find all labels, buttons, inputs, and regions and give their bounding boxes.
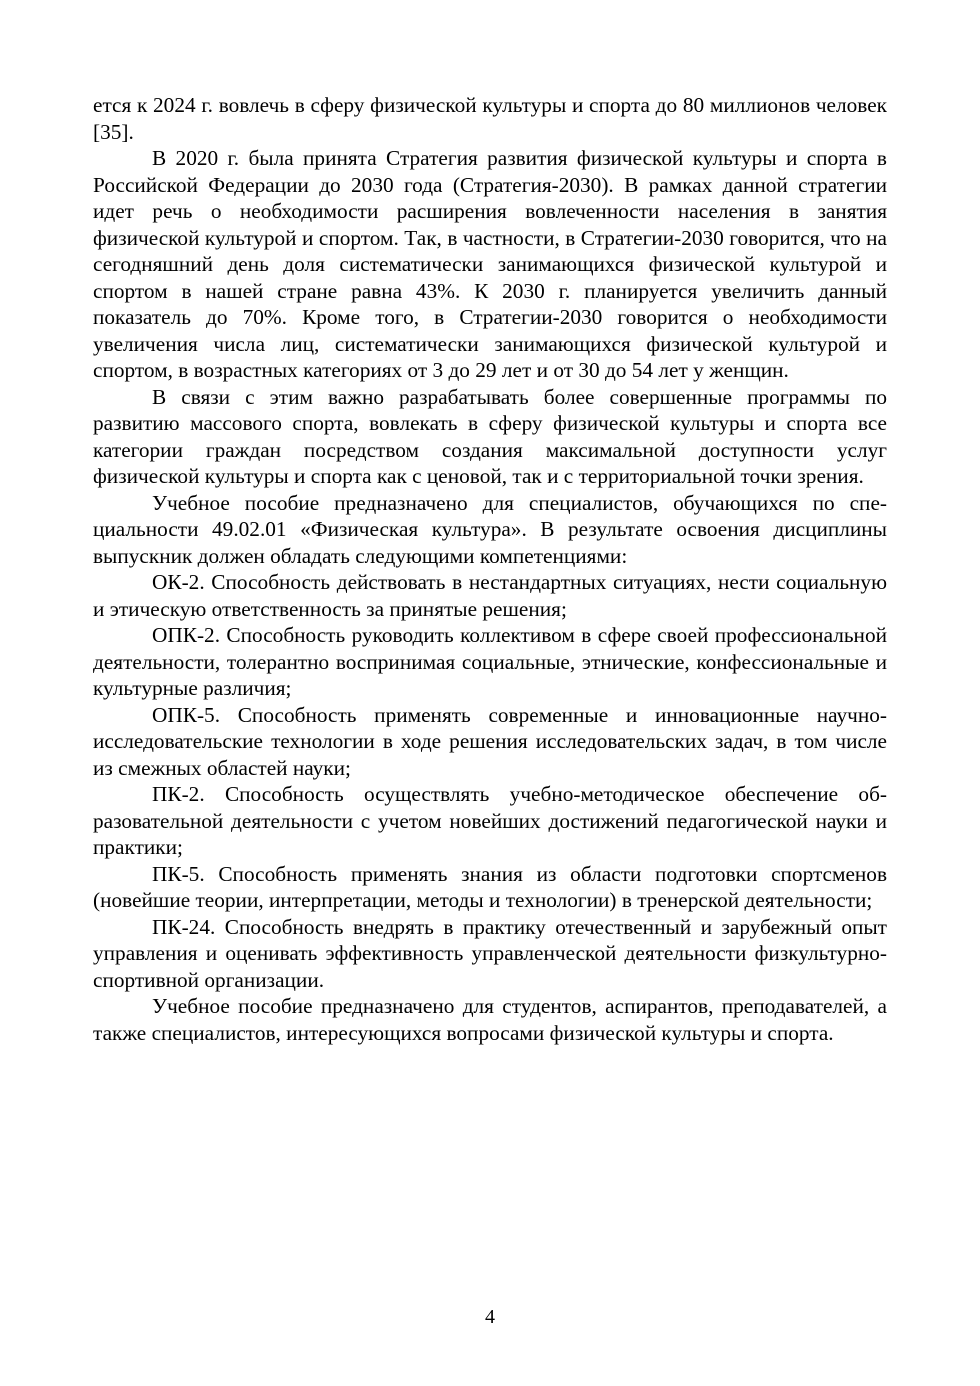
paragraph-competencies-intro: Учебное пособие предназначено для специалистов, обучающихся по специальности 49.02.01 «Физическая культура». В результате освоения дисциплины выпускник должен обладать следующими компетенциями: <box>93 490 887 568</box>
paragraph-strategy-2030: В 2020 г. была принята Стратегия развития физической культуры и спорта в Российской Федерации до 2030 года (Стратегия-2030). В рамках данной стратегии идет речь о необходимости расширения вовлеченности населения в занятия физической культурой и спортом. Так, в частности, в Стратегии-2030 говорится, что на сегодняшний день доля систематически занимающихся физической культурой и спортом в нашей стране равна 43%. К 2030 г. планируется увеличить данный показатель до 70%. Кроме того, в Стратегии-2030 говорится о необходимости увеличения числа лиц, систематически занимающихся физической культурой и спортом, в возрастных категориях от 3 до 29 лет и от 30 до 54 лет у женщин. <box>93 146 887 382</box>
competency-opk-2: ОПК-2. Способность руководить коллективом в сфере своей профессиональной деятельности, толерантно воспринимая социальные, этнические, конфессиональные и культурные различия; <box>93 623 887 700</box>
document-body <box>93 92 887 1046</box>
paragraph-continuation: ется к 2024 г. вовлечь в сферу физической культуры и спорта до 80 миллионов человек [35]. <box>93 93 887 144</box>
page-number: 4 <box>485 1306 495 1328</box>
competency-opk-5: ОПК-5. Способность применять современные и инновационные научно-исследовательские технологии в ходе решения исследовательских задач, в том числе из смежных областей науки; <box>93 702 887 780</box>
paragraph-audience: Учебное пособие предназначено для студентов, аспирантов, преподавателей, а также специалистов, интересующихся вопросами физической культуры и спорта. <box>93 994 887 1045</box>
competency-pk-5: ПК-5. Способность применять знания из области подготовки спортсменов (новейшие теории, интерпретации, методы и технологии) в тренерской деятельности; <box>93 861 887 912</box>
competency-pk-24: ПК-24. Способность внедрять в практику отечественный и зарубежный опыт управления и оценивать эффективность управленческой деятельности физкультурно-спортивной организации. <box>93 914 887 992</box>
competency-pk-2: ПК-2. Способность осуществлять учебно-методическое обеспечение образовательной деятельности с учетом новейших достижений педагогической науки и практики; <box>93 782 887 859</box>
competency-ok-2: ОК-2. Способность действовать в нестандартных ситуациях, нести социальную и этическую ответственность за принятые решения; <box>93 570 887 621</box>
paragraph-mass-sport: В связи с этим важно разрабатывать более совершенные программы по развитию массового спорта, вовлекать в сферу физической культуры и спорта все категории граждан посредством создания максимальной доступности услуг физической культуры и спорта как с ценовой, так и с территориальной точки зрения. <box>93 384 887 488</box>
